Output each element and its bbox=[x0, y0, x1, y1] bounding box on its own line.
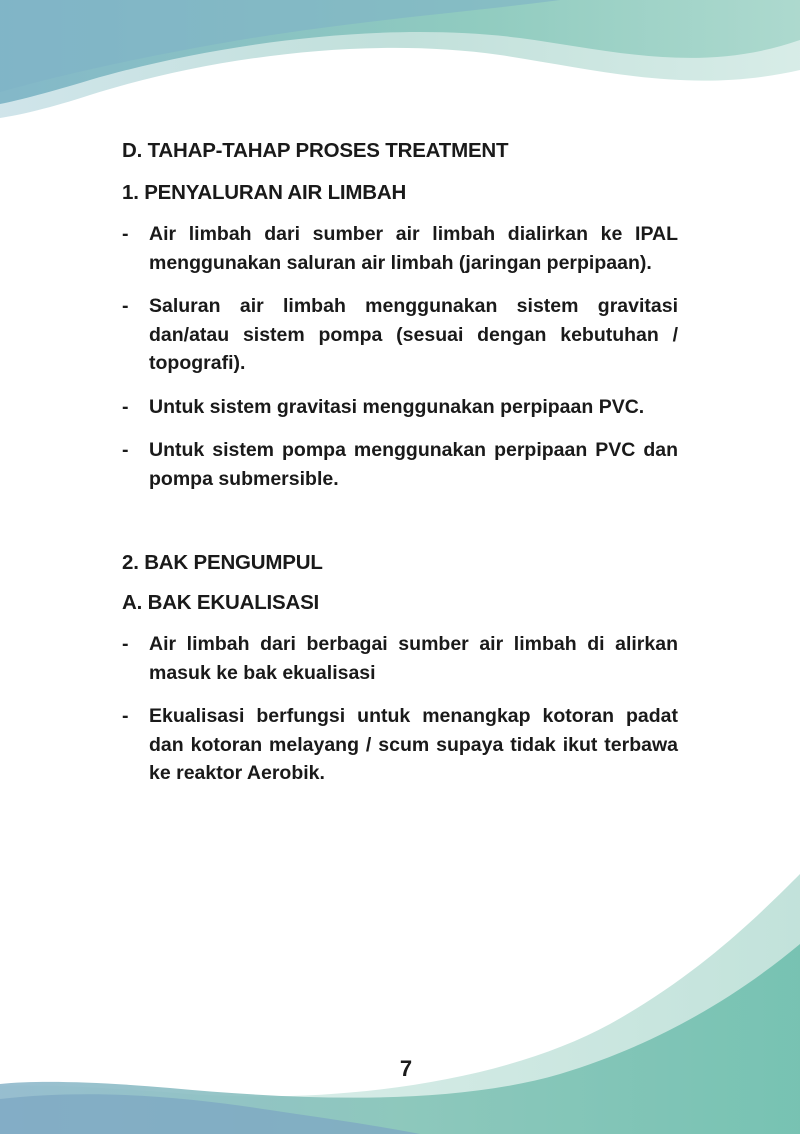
list-item-text: Air limbah dari berbagai sumber air limbah di alirkan masuk ke bak ekualisasi bbox=[149, 633, 678, 684]
list-item bbox=[122, 702, 678, 788]
page-number: 7 bbox=[399, 1056, 413, 1081]
list-item-text: Untuk sistem gravitasi menggunakan perpipaan PVC. bbox=[149, 395, 645, 418]
section-title: D. TAHAP-TAHAP PROSES TREATMENT bbox=[122, 139, 509, 162]
list-item-text: Untuk sistem pompa menggunakan perpipaan PVC dan pompa submersible. bbox=[149, 439, 678, 490]
bullet-marker: - bbox=[122, 223, 129, 245]
list-item bbox=[122, 220, 678, 277]
document-body bbox=[122, 138, 678, 803]
bullet-list-ekualisasi bbox=[122, 630, 678, 788]
list-item bbox=[122, 436, 678, 493]
subsection-title-penyaluran: 1. PENYALURAN AIR LIMBAH bbox=[122, 181, 407, 204]
bullet-list-penyaluran bbox=[122, 220, 678, 493]
list-item bbox=[122, 630, 678, 687]
bullet-marker: - bbox=[122, 705, 129, 727]
list-item-text: Ekualisasi berfungsi untuk menangkap kotoran padat dan kotoran melayang / scum supaya tidak ikut terbawa ke reaktor Aerobik. bbox=[149, 705, 678, 784]
bottom-wave-decoration bbox=[0, 874, 800, 1134]
list-item bbox=[122, 393, 678, 422]
list-item-text: Saluran air limbah menggunakan sistem gravitasi dan/atau sistem pompa (sesuai dengan kebutuhan / topografi). bbox=[149, 295, 678, 374]
subsection-title-bak-ekualisasi: A. BAK EKUALISASI bbox=[122, 591, 320, 614]
section-spacer bbox=[122, 508, 678, 550]
bullet-marker: - bbox=[122, 295, 129, 317]
subsection-title-bak-pengumpul: 2. BAK PENGUMPUL bbox=[122, 551, 323, 574]
top-wave-decoration bbox=[0, 0, 800, 160]
list-item bbox=[122, 292, 678, 378]
bullet-marker: - bbox=[122, 395, 129, 418]
bullet-marker: - bbox=[122, 439, 129, 461]
bullet-marker: - bbox=[122, 633, 129, 655]
list-item-text: Air limbah dari sumber air limbah dialirkan ke IPAL menggunakan saluran air limbah (jaringan perpipaan). bbox=[149, 223, 678, 274]
